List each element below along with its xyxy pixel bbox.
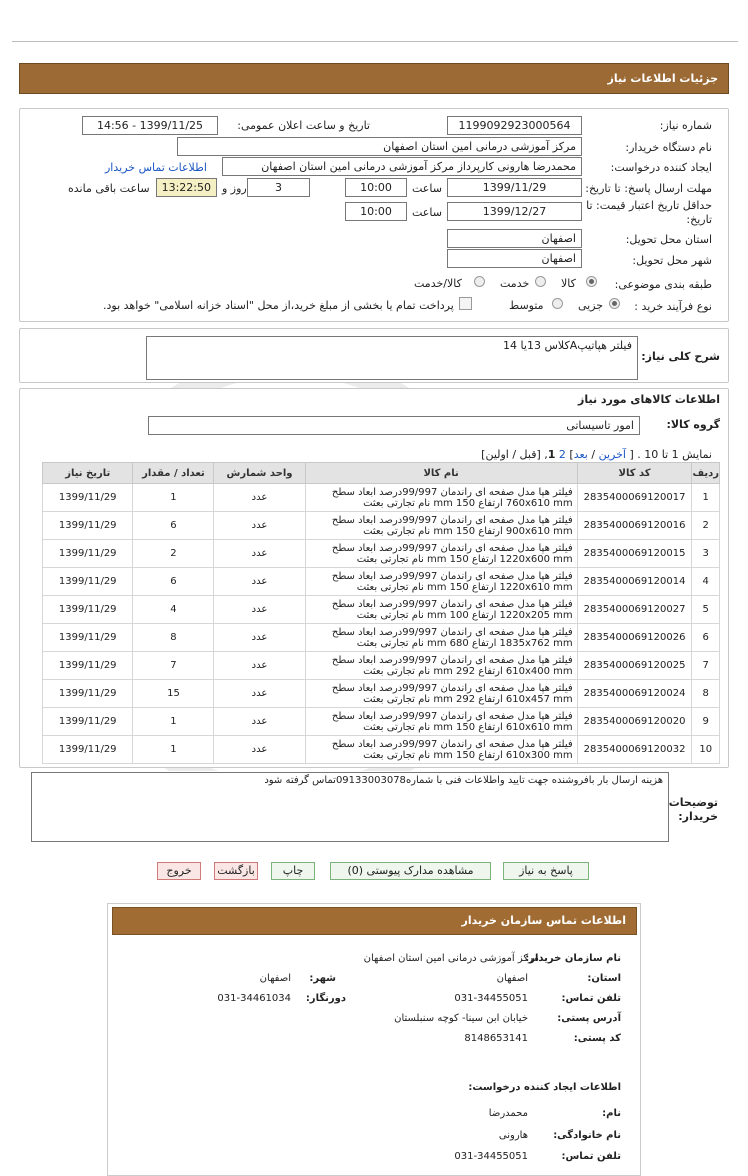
row-number: 3 bbox=[692, 540, 720, 568]
item-unit: عدد bbox=[214, 484, 305, 512]
contact-phone: 031-34455051 bbox=[454, 993, 528, 1004]
item-qty: 1 bbox=[133, 736, 214, 764]
item-name-line1: فیلتر هپا مدل صفحه ای راندمان 99/997درصد ابعاد سطح bbox=[331, 514, 573, 526]
creator-label: ایجاد کننده درخواست: bbox=[610, 161, 712, 174]
item-code: 2835400069120027 bbox=[577, 596, 692, 624]
pager-page-1: 1 bbox=[547, 448, 556, 461]
item-name-line2: 610x300 mm ارتفاع 150 mm نام تجارتی بعثت bbox=[363, 749, 573, 761]
creator-family: هارونی bbox=[498, 1130, 528, 1141]
creator-section-title: اطلاعات ایجاد کننده درخواست: bbox=[468, 1082, 621, 1093]
item-name-line1: فیلتر هپا مدل صفحه ای راندمان 99/997درصد ابعاد سطح bbox=[331, 710, 573, 722]
days-field: 3 bbox=[247, 178, 310, 197]
item-code: 2835400069120032 bbox=[577, 736, 692, 764]
creator-phone-label: تلفن تماس: bbox=[561, 1151, 621, 1162]
pager-prefix: نمایش 1 تا 10 . [ bbox=[629, 448, 712, 461]
contact-org-label: نام سازمان خریدار: bbox=[525, 953, 621, 964]
top-divider bbox=[12, 41, 738, 42]
item-code: 2835400069120026 bbox=[577, 624, 692, 652]
price-time-label: ساعت bbox=[412, 206, 442, 219]
item-date: 1399/11/29 bbox=[43, 624, 133, 652]
pager-next[interactable]: بعد bbox=[573, 448, 588, 461]
item-name bbox=[305, 568, 577, 596]
item-name-line2: 760x610 mm ارتفاع 150 mm نام تجارتی بعثت bbox=[363, 497, 573, 509]
purchase-minor-label: جزیی bbox=[578, 299, 604, 312]
item-name-line2: 1220x205 mm ارتفاع 100 mm نام تجارتی بعثت bbox=[356, 609, 573, 621]
category-goods-radio[interactable] bbox=[586, 276, 597, 287]
contact-province-label: استان: bbox=[587, 973, 621, 984]
days-label: روز و bbox=[222, 182, 247, 195]
summary-text: فیلتر هپاتیپAکلاس 13یا 14 bbox=[146, 336, 638, 380]
buyer-org-field: مرکز آموزشی درمانی امین استان اصفهان bbox=[177, 137, 582, 156]
reply-time-label: ساعت bbox=[412, 182, 442, 195]
item-name-line2: 610x610 mm ارتفاع 150 mm نام تجارتی بعثت bbox=[363, 721, 573, 733]
contact-city: اصفهان bbox=[259, 973, 291, 984]
row-number: 7 bbox=[692, 652, 720, 680]
creator-name-label: نام: bbox=[602, 1108, 621, 1119]
row-number: 5 bbox=[692, 596, 720, 624]
item-code: 2835400069120015 bbox=[577, 540, 692, 568]
item-code: 2835400069120016 bbox=[577, 512, 692, 540]
category-service-label: خدمت bbox=[500, 277, 530, 290]
contact-postal-label: کد پستی: bbox=[573, 1033, 621, 1044]
item-name-line1: فیلتر هپا مدل صفحه ای راندمان 99/997درصد ابعاد سطح bbox=[331, 542, 573, 554]
summary-label: شرح کلی نیاز: bbox=[641, 350, 720, 363]
item-name bbox=[305, 596, 577, 624]
item-date: 1399/11/29 bbox=[43, 680, 133, 708]
item-date: 1399/11/29 bbox=[43, 596, 133, 624]
price-date-field: 1399/12/27 bbox=[447, 202, 582, 221]
reply-deadline-label: مهلت ارسال پاسخ: تا تاریخ: bbox=[585, 182, 712, 195]
item-name-line1: فیلتر هپا مدل صفحه ای راندمان 99/997درصد ابعاد سطح bbox=[331, 570, 573, 582]
category-both-radio[interactable] bbox=[474, 276, 485, 287]
item-qty: 1 bbox=[133, 484, 214, 512]
reply-date-field: 1399/11/29 bbox=[447, 178, 582, 197]
row-number: 1 bbox=[692, 484, 720, 512]
notes-label: توضیحات خریدار: bbox=[668, 796, 718, 823]
buyer-contact-link[interactable]: اطلاعات تماس خریدار bbox=[105, 161, 207, 174]
price-validity-label: حداقل تاریخ اعتبار قیمت: تا تاریخ: bbox=[586, 199, 712, 226]
city-field: اصفهان bbox=[447, 249, 582, 268]
item-name-line1: فیلتر هپا مدل صفحه ای راندمان 99/997درصد ابعاد سطح bbox=[331, 738, 573, 750]
items-table bbox=[42, 462, 720, 764]
col-code: کد کالا bbox=[577, 463, 692, 484]
col-unit: واحد شمارش bbox=[214, 463, 305, 484]
col-row: ردیف bbox=[692, 463, 720, 484]
purchase-medium-radio[interactable] bbox=[552, 298, 563, 309]
item-name-line1: فیلتر هپا مدل صفحه ای راندمان 99/997درصد ابعاد سطح bbox=[331, 654, 573, 666]
table-row bbox=[43, 652, 720, 680]
item-name bbox=[305, 736, 577, 764]
pager-page-2[interactable]: 2 bbox=[558, 448, 566, 461]
contact-postal: 8148653141 bbox=[464, 1033, 528, 1044]
pager-suffix: [قبل / اولین] bbox=[481, 448, 541, 461]
item-qty: 6 bbox=[133, 568, 214, 596]
announce-field: 1399/11/25 - 14:56 bbox=[82, 116, 218, 135]
goods-title: اطلاعات کالاهای مورد نیاز bbox=[578, 393, 720, 406]
contact-fax: 031-34461034 bbox=[217, 993, 291, 1004]
notes-text: هزینه ارسال بار بافروشنده جهت تایید واطلاعات فنی با شماره09133003078تماس گرفته شود bbox=[31, 772, 669, 842]
col-name: نام کالا bbox=[305, 463, 577, 484]
row-number: 2 bbox=[692, 512, 720, 540]
payment-checkbox[interactable] bbox=[459, 297, 472, 310]
item-date: 1399/11/29 bbox=[43, 708, 133, 736]
item-name-line1: فیلتر هپا مدل صفحه ای راندمان 99/997درصد ابعاد سطح bbox=[331, 486, 573, 498]
creator-phone: 031-34455051 bbox=[454, 1151, 528, 1162]
col-date: تاریخ نیاز bbox=[43, 463, 133, 484]
item-qty: 6 bbox=[133, 512, 214, 540]
item-date: 1399/11/29 bbox=[43, 512, 133, 540]
item-name bbox=[305, 624, 577, 652]
row-number: 10 bbox=[692, 736, 720, 764]
item-name bbox=[305, 680, 577, 708]
category-goods-label: کالا bbox=[561, 277, 576, 290]
item-qty: 4 bbox=[133, 596, 214, 624]
category-service-radio[interactable] bbox=[535, 276, 546, 287]
item-unit: عدد bbox=[214, 652, 305, 680]
remaining-label: ساعت باقی مانده bbox=[68, 182, 150, 195]
purchase-minor-radio[interactable] bbox=[609, 298, 620, 309]
back-button[interactable]: بازگشت bbox=[214, 862, 258, 880]
creator-family-label: نام خانوادگی: bbox=[553, 1130, 621, 1141]
contact-org: مرکز آموزشی درمانی امین استان اصفهان bbox=[363, 953, 539, 964]
item-name-line2: 1220x600 mm ارتفاع 150 mm نام تجارتی بعثت bbox=[356, 553, 573, 565]
item-name bbox=[305, 652, 577, 680]
table-row bbox=[43, 484, 720, 512]
item-unit: عدد bbox=[214, 736, 305, 764]
item-date: 1399/11/29 bbox=[43, 540, 133, 568]
print-button[interactable]: چاپ bbox=[271, 862, 315, 880]
item-unit: عدد bbox=[214, 568, 305, 596]
items-table-wrap bbox=[42, 462, 720, 764]
contact-address: خیابان ابن سینا- کوچه سنبلستان bbox=[394, 1013, 528, 1024]
creator-name: محمدرضا bbox=[488, 1108, 528, 1119]
row-number: 8 bbox=[692, 680, 720, 708]
item-name-line1: فیلتر هپا مدل صفحه ای راندمان 99/997درصد ابعاد سطح bbox=[331, 682, 573, 694]
group-field: امور تاسیساتی bbox=[148, 416, 640, 435]
announce-label: تاریخ و ساعت اعلان عمومی: bbox=[237, 119, 370, 132]
table-row bbox=[43, 512, 720, 540]
table-row bbox=[43, 680, 720, 708]
table-row bbox=[43, 624, 720, 652]
payment-note: پرداخت تمام یا بخشی از مبلغ خرید،از محل "اسناد خزانه اسلامی" خواهد بود. bbox=[103, 299, 454, 312]
table-row bbox=[43, 540, 720, 568]
col-qty: تعداد / مقدار bbox=[133, 463, 214, 484]
pager-last[interactable]: آخرین bbox=[598, 448, 626, 461]
item-name-line2: 1835x762 mm ارتفاع 680 mm نام تجارتی بعثت bbox=[356, 637, 573, 649]
item-unit: عدد bbox=[214, 512, 305, 540]
item-name-line2: 1220x610 mm ارتفاع 150 mm نام تجارتی بعثت bbox=[356, 581, 573, 593]
item-code: 2835400069120020 bbox=[577, 708, 692, 736]
item-qty: 2 bbox=[133, 540, 214, 568]
page-header: جزئیات اطلاعات نیاز bbox=[19, 63, 729, 94]
row-number: 4 bbox=[692, 568, 720, 596]
item-name bbox=[305, 708, 577, 736]
purchase-medium-label: متوسط bbox=[509, 299, 544, 312]
contact-fax-label: دورنگار: bbox=[305, 993, 346, 1004]
creator-field: محمدرضا هارونی کارپرداز مرکز آموزشی درمانی امین استان اصفهان bbox=[222, 157, 582, 176]
attachments-button[interactable]: مشاهده مدارک پیوستی (0) bbox=[330, 862, 491, 880]
table-row bbox=[43, 596, 720, 624]
item-qty: 15 bbox=[133, 680, 214, 708]
city-label: شهر محل تحویل: bbox=[632, 254, 712, 267]
remaining-time-field: 13:22:50 bbox=[156, 178, 217, 197]
reply-time-field: 10:00 bbox=[345, 178, 407, 197]
item-name-line2: 900x610 mm ارتفاع 150 mm نام تجارتی بعثت bbox=[363, 525, 573, 537]
item-code: 2835400069120024 bbox=[577, 680, 692, 708]
row-number: 6 bbox=[692, 624, 720, 652]
province-label: استان محل تحویل: bbox=[625, 233, 712, 246]
item-name-line1: فیلتر هپا مدل صفحه ای راندمان 99/997درصد ابعاد سطح bbox=[331, 598, 573, 610]
exit-button[interactable]: خروج bbox=[157, 862, 201, 880]
reply-button[interactable]: پاسخ به نیاز bbox=[503, 862, 589, 880]
item-name-line2: 610x400 mm ارتفاع 292 mm نام تجارتی بعثت bbox=[363, 665, 573, 677]
need-number-label: شماره نیاز: bbox=[659, 119, 712, 132]
contact-city-label: شهر: bbox=[309, 973, 336, 984]
purchase-type-label: نوع فرآیند خرید : bbox=[634, 300, 712, 313]
category-both-label: کالا/خدمت bbox=[414, 277, 462, 290]
item-code: 2835400069120017 bbox=[577, 484, 692, 512]
item-unit: عدد bbox=[214, 680, 305, 708]
item-name-line1: فیلتر هپا مدل صفحه ای راندمان 99/997درصد ابعاد سطح bbox=[331, 626, 573, 638]
item-date: 1399/11/29 bbox=[43, 736, 133, 764]
item-name bbox=[305, 540, 577, 568]
need-number-field: 1199092923000564 bbox=[447, 116, 582, 135]
item-qty: 8 bbox=[133, 624, 214, 652]
category-label: طبقه بندی موضوعی: bbox=[614, 278, 712, 291]
contact-province: اصفهان bbox=[496, 973, 528, 984]
item-qty: 1 bbox=[133, 708, 214, 736]
item-date: 1399/11/29 bbox=[43, 484, 133, 512]
province-field: اصفهان bbox=[447, 229, 582, 248]
item-date: 1399/11/29 bbox=[43, 652, 133, 680]
item-date: 1399/11/29 bbox=[43, 568, 133, 596]
item-name bbox=[305, 512, 577, 540]
price-time-field: 10:00 bbox=[345, 202, 407, 221]
item-unit: عدد bbox=[214, 708, 305, 736]
table-row bbox=[43, 568, 720, 596]
contact-phone-label: تلفن تماس: bbox=[561, 993, 621, 1004]
item-qty: 7 bbox=[133, 652, 214, 680]
item-name bbox=[305, 484, 577, 512]
group-label: گروه کالا: bbox=[666, 418, 720, 431]
item-name-line2: 610x457 mm ارتفاع 292 mm نام تجارتی بعثت bbox=[363, 693, 573, 705]
pager: نمایش 1 تا 10 . [ آخرین / بعد] 2 1, [قبل / اولین] bbox=[481, 448, 712, 461]
table-row bbox=[43, 736, 720, 764]
table-row bbox=[43, 708, 720, 736]
buyer-org-label: نام دستگاه خریدار: bbox=[625, 141, 712, 154]
item-code: 2835400069120025 bbox=[577, 652, 692, 680]
row-number: 9 bbox=[692, 708, 720, 736]
item-code: 2835400069120014 bbox=[577, 568, 692, 596]
contact-title: اطلاعات تماس سازمان خریدار bbox=[112, 907, 637, 935]
item-unit: عدد bbox=[214, 624, 305, 652]
item-unit: عدد bbox=[214, 596, 305, 624]
item-unit: عدد bbox=[214, 540, 305, 568]
contact-address-label: آدرس پستی: bbox=[557, 1013, 621, 1024]
